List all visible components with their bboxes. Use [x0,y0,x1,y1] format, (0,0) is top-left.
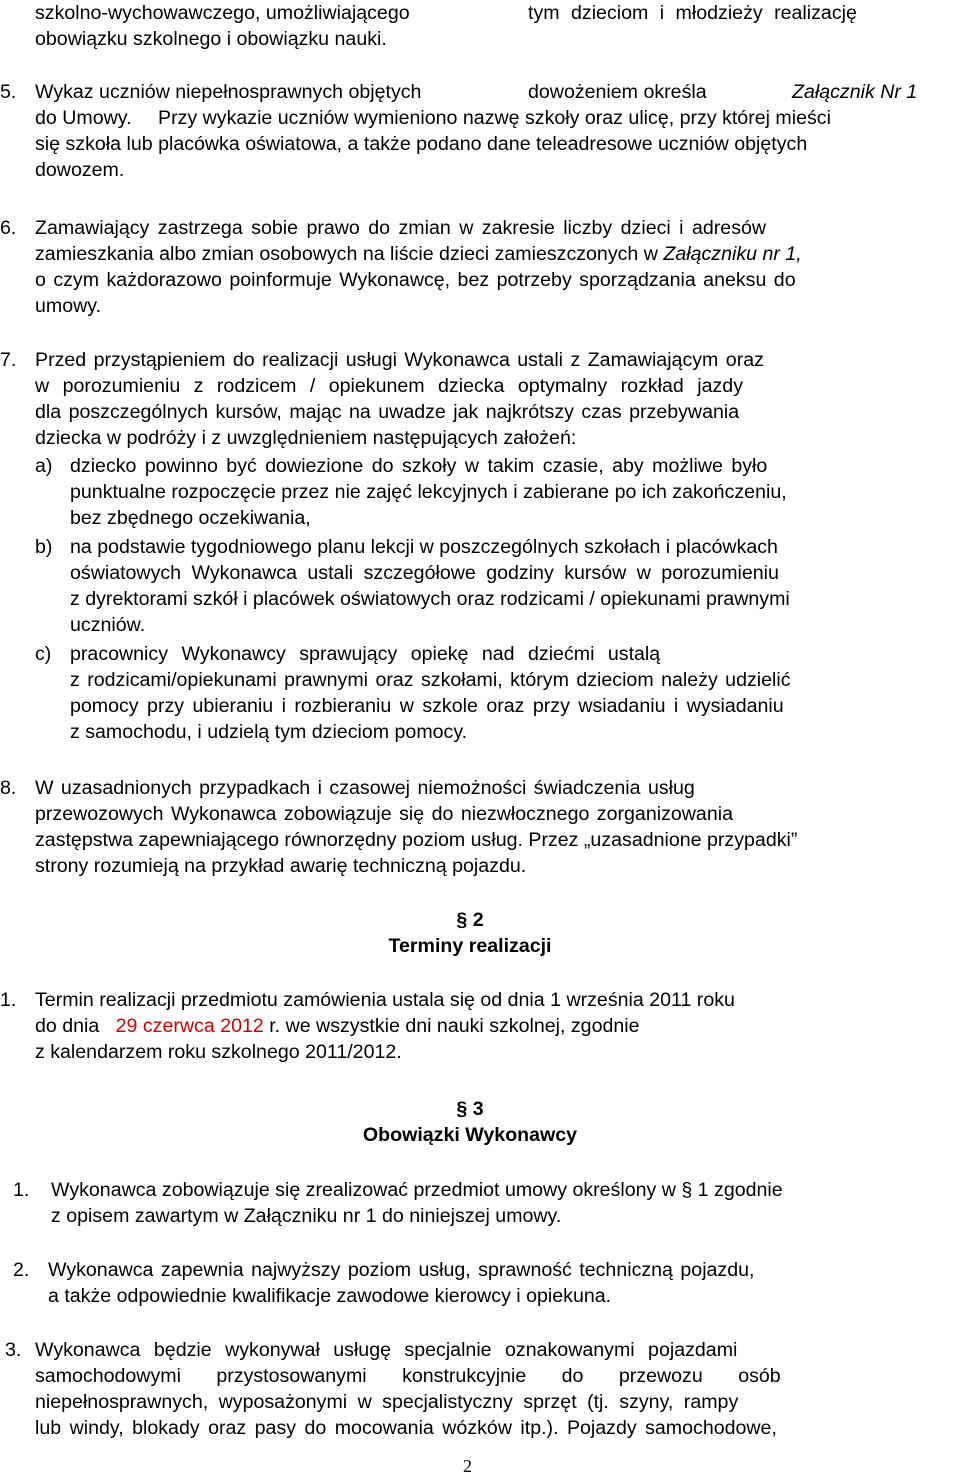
section-3-item-3-line-1: Wykonawca będzie wykonywał usługę specjalnie oznakowanymi pojazdami [35,1339,738,1361]
paragraph-6-line-4: umowy. [35,295,102,317]
paragraph-5-line-1b: dowożeniem określa [528,81,707,103]
item-7a-line-1: dziecko powinno być dowiezione do szkoły w takim czasie, aby możliwe było [70,455,768,477]
section-2-item-1-line-3: z kalendarzem roku szkolnego 2011/2012. [35,1041,402,1063]
item-7c-line-3: pomocy przy ubieraniu i rozbieraniu w szkole oraz przy wsiadaniu i wysiadaniu [70,695,784,717]
paragraph-6-line-2-text: zamieszkania albo zmian osobowych na liście dzieci zamieszczonych w [35,243,658,265]
item-7c-line-2: z rodzicami/opiekunami prawnymi oraz szkołami, którym dzieciom należy udzielić [70,669,791,691]
intro-line-1-right [528,0,940,26]
section-3-item-3-line-4: lub windy, blokady oraz pasy do mocowania wózków itp.). Pojazdy samochodowe, [35,1417,777,1439]
end-date-highlight: 29 czerwca 2012 [115,1015,264,1037]
item-7b-line-3: z dyrektorami szkół i placówek oświatowych oraz rodzicami / opiekunami prawnymi [70,588,790,610]
paragraph-6-line-2 [35,241,802,267]
paragraph-5-line-3: się szkoła lub placówka oświatowa, a także podano dane teleadresowe uczniów objętych [35,133,808,155]
section-2-item-1-line-2a: do dnia [35,1015,100,1037]
paragraph-5-line-2a: do Umowy. [35,107,132,129]
section-3-item-2-line-2: a także odpowiednie kwalifikacje zawodowe kierowcy i opiekuna. [48,1285,612,1307]
section-3-item-3-number: 3. [5,1339,22,1361]
section-2-title: Terminy realizacji [388,935,552,957]
section-2-number: § 2 [456,909,484,931]
item-7c-label: c) [35,643,52,665]
section-3-item-1-number: 1. [13,1179,30,1201]
item-7b-line-1: na podstawie tygodniowego planu lekcji w poszczególnych szkołach i placówkach [70,536,778,558]
paragraph-8-number: 8. [0,777,17,799]
attachment-1-reference: Załączniku nr 1, [663,243,802,265]
paragraph-7-number: 7. [0,349,17,371]
section-3-item-1-line-2: z opisem zawartym w Załączniku nr 1 do niniejszej umowy. [51,1205,562,1227]
item-7a-label: a) [35,455,53,477]
paragraph-8-line-1: W uzasadnionych przypadkach i czasowej niemożności świadczenia usług [35,777,695,799]
paragraph-8-line-3: zastępstwa zapewniającego równorzędny poziom usług. Przez „uzasadnione przypadki” [35,829,798,851]
attachment-reference: Załącznik Nr 1 [792,81,918,103]
item-7b-line-4: uczniów. [70,614,146,636]
item-7c-line-4: z samochodu, i udzielą tym dzieciom pomocy. [70,721,468,743]
item-7b-line-2: oświatowych Wykonawca ustali szczegółowe godziny kursów w porozumieniu [70,562,779,584]
item-7a-line-3: bez zbędnego oczekiwania, [70,507,311,529]
section-3-item-3-line-3: niepełnosprawnych, wyposażonymi w specjalistyczny sprzęt (tj. szyny, rampy [35,1391,739,1413]
paragraph-7-line-2: w porozumieniu z rodzicem / opiekunem dziecka optymalny rozkład jazdy [35,375,743,397]
paragraph-6-number: 6. [0,217,17,239]
paragraph-5-line-1a: Wykaz uczniów niepełnosprawnych objętych [35,81,422,103]
paragraph-7-line-3: dla poszczególnych kursów, mając na uwadze jak najkrótszy czas przebywania [35,401,740,423]
section-2-item-1-number: 1. [0,989,17,1011]
page-number: 2 [463,1456,472,1476]
item-7b-label: b) [35,536,53,558]
section-2-item-1-line-1: Termin realizacji przedmiotu zamówienia ustala się od dnia 1 września 2011 roku [35,989,735,1011]
section-3-title: Obowiązki Wykonawcy [362,1124,578,1146]
section-3-item-1-line-1: Wykonawca zobowiązuje się zrealizować przedmiot umowy określony w § 1 zgodnie [51,1179,783,1201]
paragraph-8-line-2: przewozowych Wykonawca zobowiązuje się do niezwłocznego zorganizowania [35,803,733,825]
section-3-item-2-number: 2. [13,1259,30,1281]
paragraph-6-line-3: o czym każdorazowo poinformuje Wykonawcę, bez potrzeby sporządzania aneksu do [35,269,796,291]
section-2-item-1-line-2b: r. we wszystkie dni nauki szkolnej, zgodnie [269,1015,640,1037]
section-3-item-2-line-1: Wykonawca zapewnia najwyższy poziom usług, sprawność techniczną pojazdu, [48,1259,755,1281]
paragraph-8-line-4: strony rozumieją na przykład awarię techniczną pojazdu. [35,855,527,877]
paragraph-5-number: 5. [0,81,17,103]
item-7c-line-1: pracownicy Wykonawcy sprawujący opiekę nad dziećmi ustalą [70,643,661,665]
item-7a-line-2: punktualne rozpoczęcie przez nie zajęć lekcyjnych i zabierane po ich zakończeniu, [70,481,787,503]
paragraph-5-line-2b: Przy wykazie uczniów wymieniono nazwę szkoły oraz ulicę, przy której mieści [158,107,831,129]
intro-line-1-right-text: tym dzieciom i młodzieży realizację [528,2,857,24]
section-2-item-1-line-2 [35,1013,640,1039]
intro-line-2: obowiązku szkolnego i obowiązku nauki. [35,28,387,50]
intro-line-1-left: szkolno-wychowawczego, umożliwiającego [35,2,410,24]
paragraph-5-line-4: dowozem. [35,159,125,181]
paragraph-6-line-1: Zamawiający zastrzega sobie prawo do zmian w zakresie liczby dzieci i adresów [35,217,767,239]
paragraph-7-line-4: dziecka w podróży i z uwzględnieniem następujących założeń: [35,427,577,449]
paragraph-7-line-1: Przed przystąpieniem do realizacji usługi Wykonawca ustali z Zamawiającym oraz [35,349,764,371]
section-3-item-3-line-2: samochodowymi przystosowanymi konstrukcyjnie do przewozu osób [35,1365,781,1387]
section-3-number: § 3 [456,1098,484,1120]
